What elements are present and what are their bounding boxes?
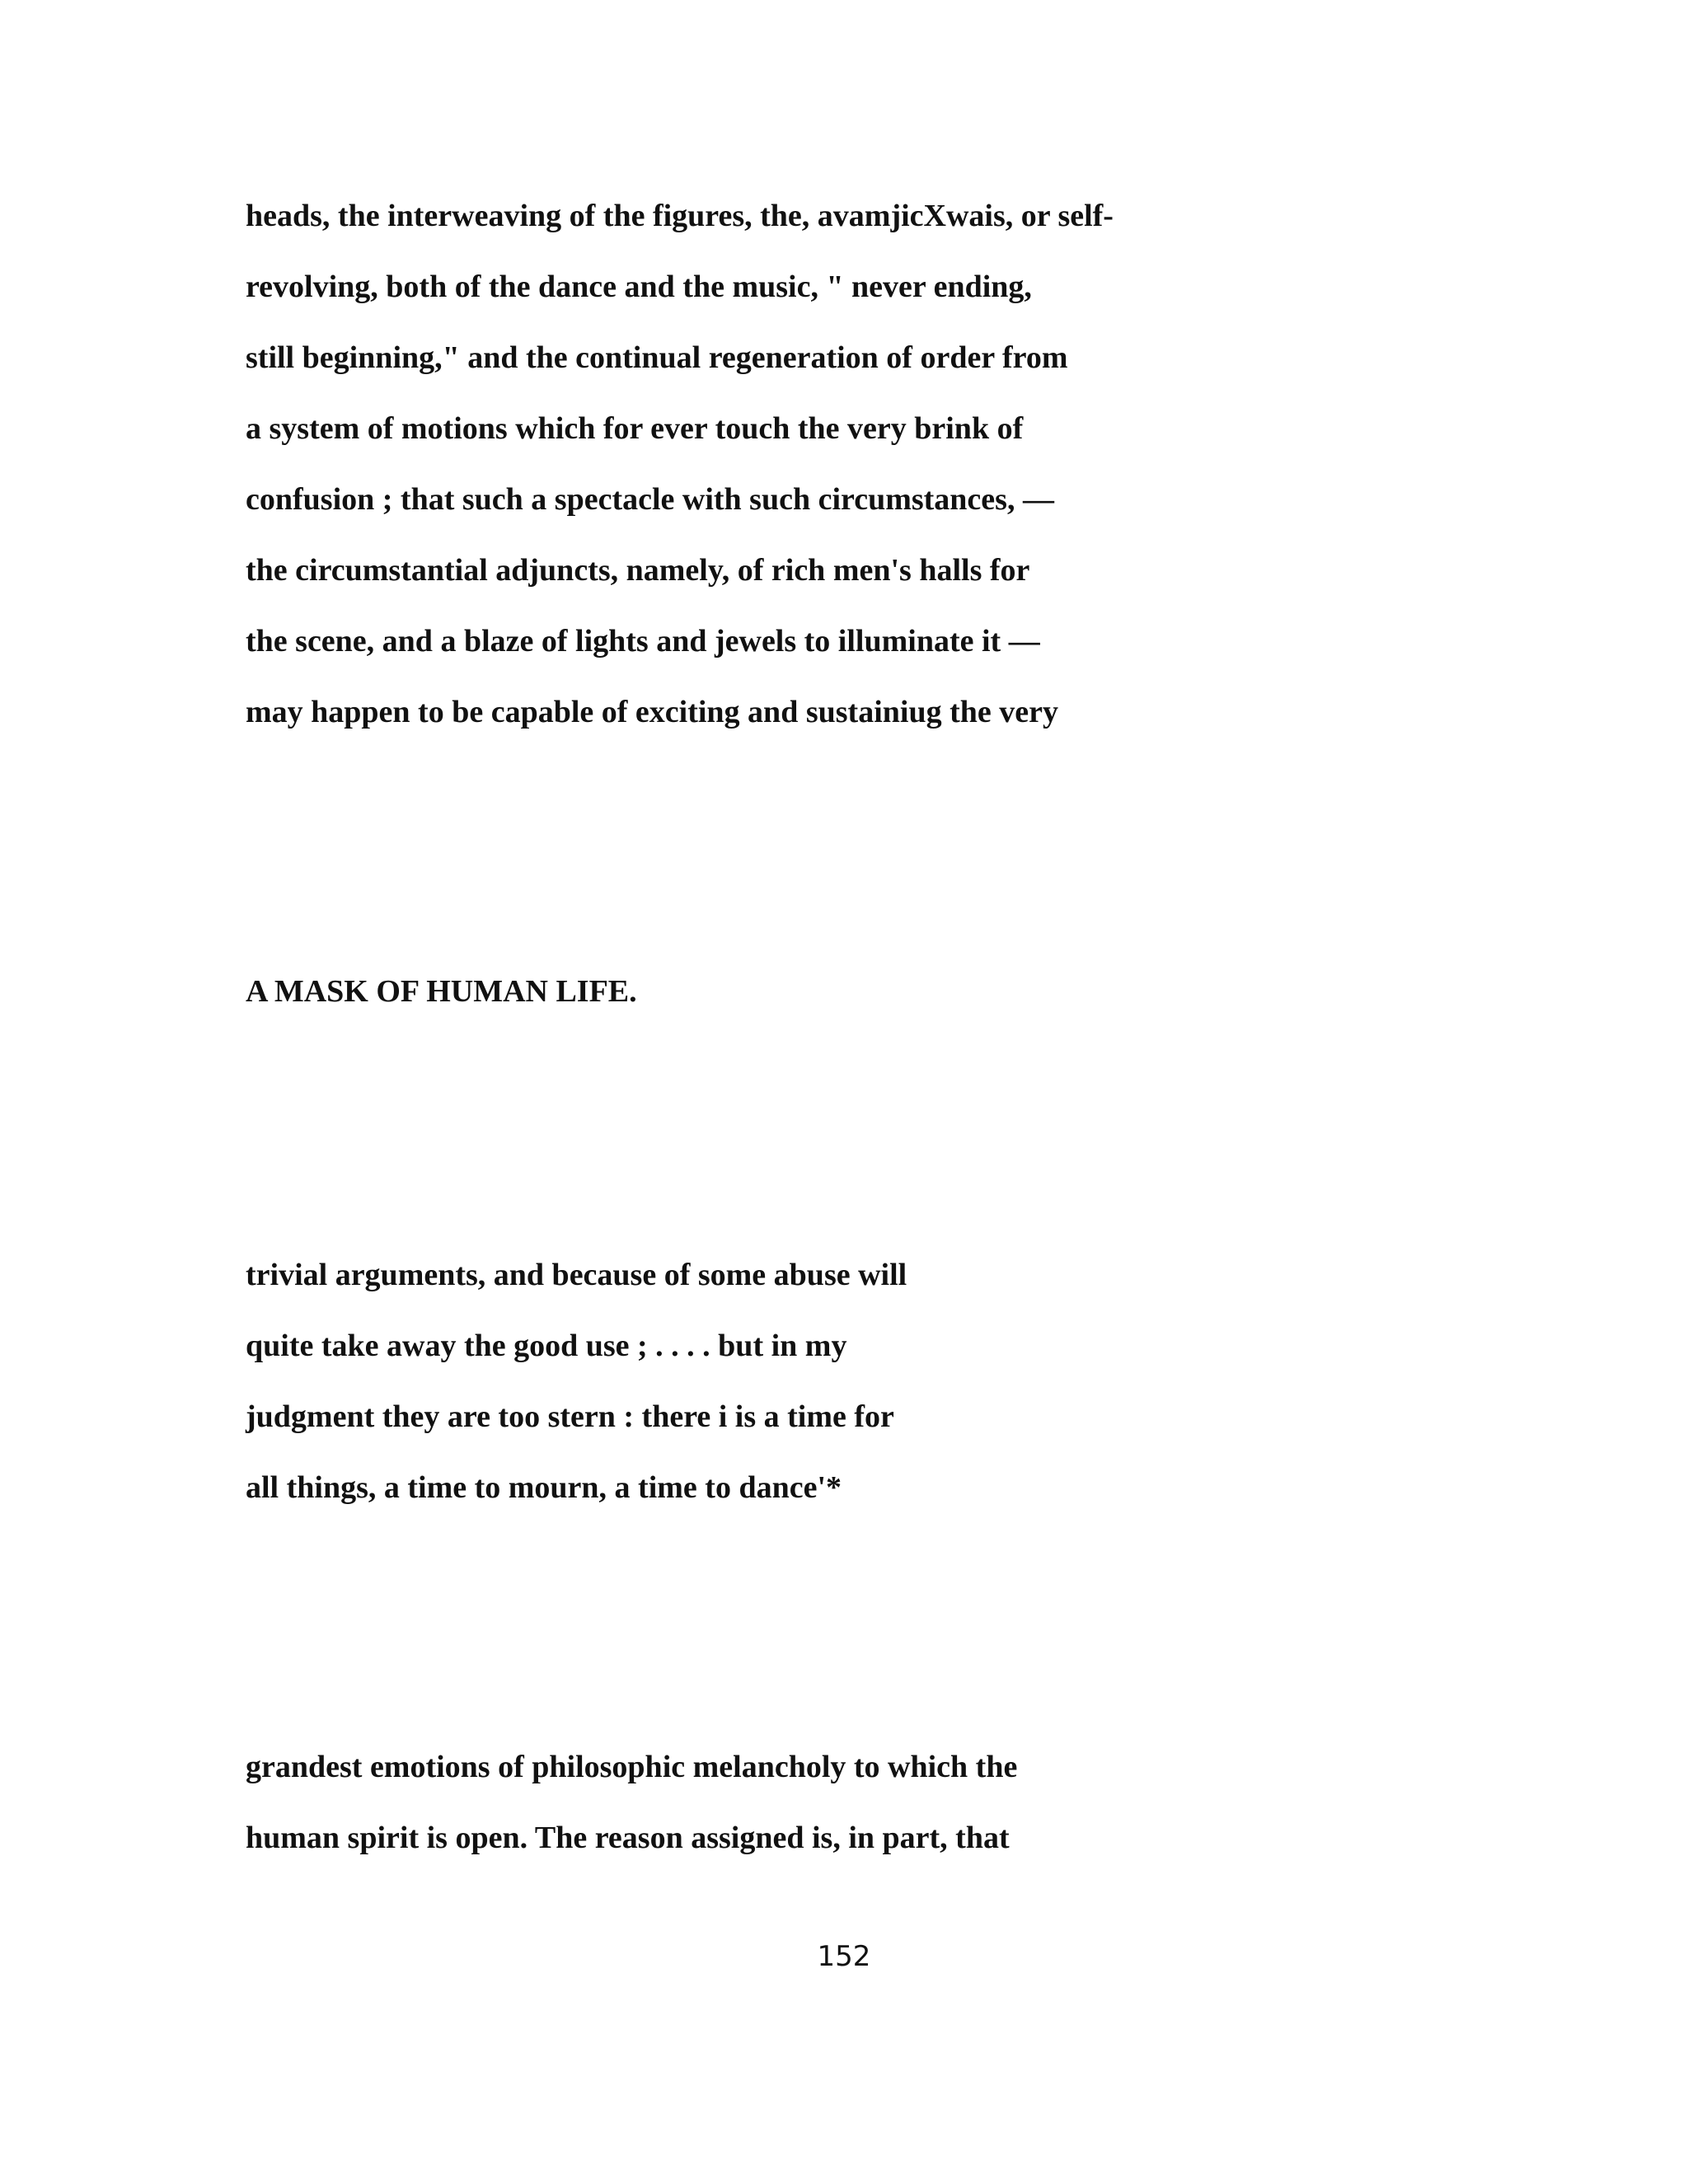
text-line: judgment they are too stern : there i is a time for: [246, 1399, 894, 1434]
section-heading: [246, 956, 1482, 1027]
text-line: revolving, both of the dance and the music, " never ending,: [246, 269, 1032, 304]
text-line: quite take away the good use ; . . . . but in my: [246, 1329, 847, 1363]
text-line: the circumstantial adjuncts, namely, of rich men's halls for: [246, 553, 1030, 588]
text-line: grandest emotions of philosophic melancholy to which the: [246, 1750, 1018, 1784]
page-number: 152: [817, 1940, 871, 1973]
text-line: heads, the interweaving of the figures, the, avamjicXwais, or self-: [246, 199, 1114, 233]
paragraph-2: [246, 1240, 1482, 1523]
paragraph-1: [246, 180, 1482, 748]
text-line: human spirit is open. The reason assigned is, in part, that: [246, 1821, 1010, 1855]
heading-text: A MASK OF HUMAN LIFE.: [246, 974, 637, 1009]
paragraph-3: [246, 1732, 1482, 1873]
text-line: confusion ; that such a spectacle with such circumstances, —: [246, 482, 1054, 517]
text-line: still beginning," and the continual regeneration of order from: [246, 340, 1068, 375]
text-line: all things, a time to mourn, a time to dance'*: [246, 1470, 842, 1505]
text-line: trivial arguments, and because of some abuse will: [246, 1258, 907, 1292]
text-line: may happen to be capable of exciting and sustainiug the very: [246, 695, 1058, 729]
text-line: the scene, and a blaze of lights and jewels to illuminate it —: [246, 624, 1040, 658]
text-line: a system of motions which for ever touch the very brink of: [246, 411, 1024, 446]
